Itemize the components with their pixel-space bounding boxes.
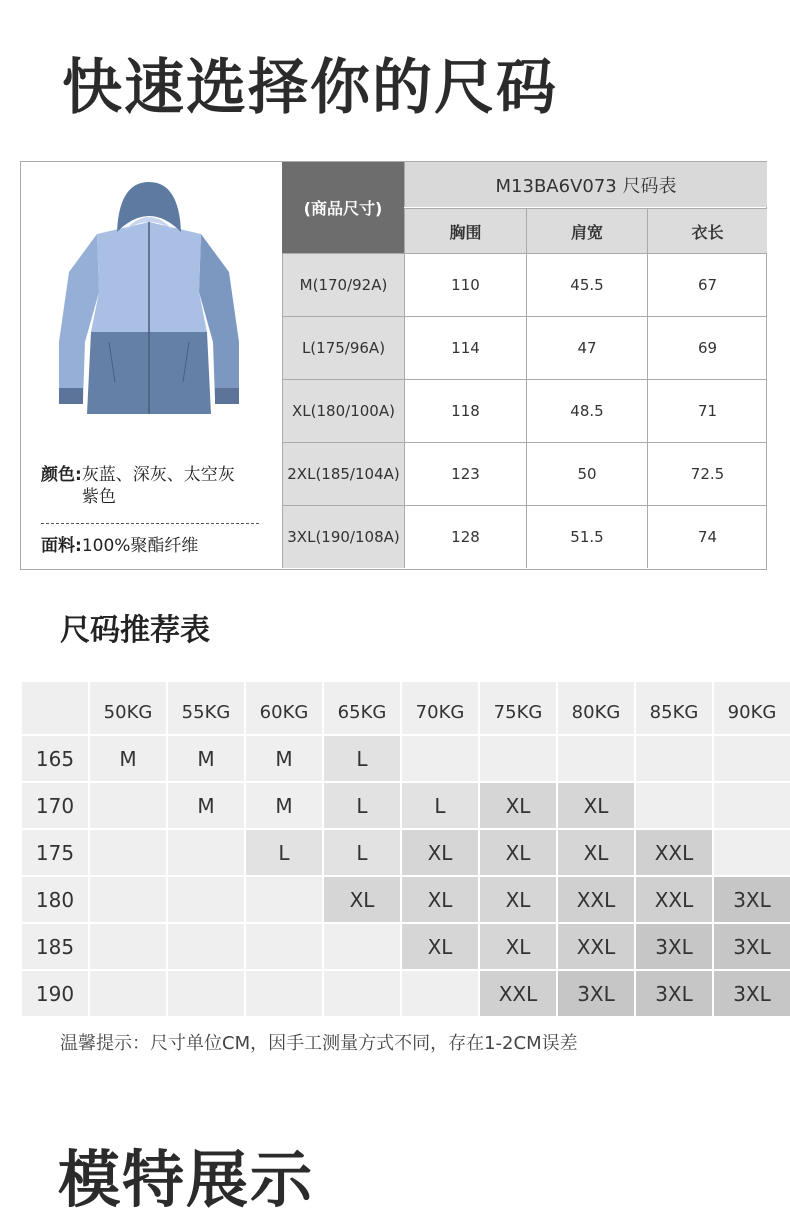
jacket-image <box>39 182 259 442</box>
recommend-cell: XL <box>324 877 400 922</box>
size-label-cell: XL(180/100A) <box>282 379 404 442</box>
recommend-cell <box>714 830 790 875</box>
height-header: 175 <box>22 830 88 875</box>
weight-header: 50KG <box>90 682 166 734</box>
recommend-cell <box>90 830 166 875</box>
recommend-cell: M <box>168 736 244 781</box>
recommend-cell: XXL <box>636 830 712 875</box>
size-label-cell: 3XL(190/108A) <box>282 505 404 568</box>
recommend-cell <box>480 736 556 781</box>
recommend-cell: L <box>402 783 478 828</box>
weight-header: 75KG <box>480 682 556 734</box>
recommend-cell <box>402 736 478 781</box>
recommend-cell <box>168 877 244 922</box>
recommend-cell: XL <box>480 924 556 969</box>
measurement-cell: 69 <box>647 316 767 379</box>
recommend-cell <box>636 736 712 781</box>
recommend-cell: L <box>324 736 400 781</box>
size-label-cell: L(175/96A) <box>282 316 404 379</box>
weight-header: 85KG <box>636 682 712 734</box>
column-header-length: 衣长 <box>647 208 767 253</box>
recommend-cell: M <box>90 736 166 781</box>
recommend-cell: 3XL <box>636 924 712 969</box>
recommend-cell: M <box>246 736 322 781</box>
recommend-cell <box>714 783 790 828</box>
weight-header: 90KG <box>714 682 790 734</box>
color-value: 灰蓝、深灰、太空灰 <box>81 465 235 485</box>
section-title-model: 模特展示 <box>58 1143 315 1216</box>
weight-header: 60KG <box>246 682 322 734</box>
recommend-cell <box>246 877 322 922</box>
recommend-cell: XL <box>558 783 634 828</box>
recommend-cell: XXL <box>558 877 634 922</box>
recommend-cell: 3XL <box>558 971 634 1016</box>
height-header: 180 <box>22 877 88 922</box>
product-panel <box>21 162 282 569</box>
color-value-line2: 紫色 <box>82 487 116 507</box>
measurement-cell: 71 <box>647 379 767 442</box>
recommend-cell: XL <box>402 830 478 875</box>
color-label: 颜色: <box>41 465 82 485</box>
recommend-cell: 3XL <box>714 971 790 1016</box>
recommend-cell: 3XL <box>714 924 790 969</box>
height-header: 185 <box>22 924 88 969</box>
footnote: 温馨提示：尺寸单位CM，因手工测量方式不同，存在1-2CM误差 <box>60 1033 578 1054</box>
recommend-cell <box>324 971 400 1016</box>
recommend-cell <box>402 971 478 1016</box>
recommend-cell: M <box>246 783 322 828</box>
measurement-cell: 51.5 <box>526 505 647 568</box>
column-header-chest: 胸围 <box>404 208 526 253</box>
recommend-cell: 3XL <box>714 877 790 922</box>
recommend-cell: XXL <box>480 971 556 1016</box>
size-table <box>20 161 767 570</box>
measurement-cell: 45.5 <box>526 253 647 316</box>
recommend-cell <box>636 783 712 828</box>
measurement-cell: 128 <box>404 505 526 568</box>
weight-header: 65KG <box>324 682 400 734</box>
recommend-cell: XL <box>480 830 556 875</box>
recommend-cell <box>246 971 322 1016</box>
weight-header: 55KG <box>168 682 244 734</box>
measurement-cell: 72.5 <box>647 442 767 505</box>
page-title: 快速选择你的尺码 <box>62 53 558 123</box>
recommend-cell <box>90 971 166 1016</box>
recommend-cell <box>246 924 322 969</box>
grid-corner <box>22 682 88 734</box>
recommend-cell: XL <box>402 877 478 922</box>
recommend-cell: XL <box>480 783 556 828</box>
measurement-cell: 74 <box>647 505 767 568</box>
fabric-label: 面料: <box>41 536 82 556</box>
weight-header: 80KG <box>558 682 634 734</box>
recommend-cell: XL <box>480 877 556 922</box>
divider <box>41 523 259 524</box>
recommend-cell <box>558 736 634 781</box>
recommend-cell <box>168 924 244 969</box>
recommend-cell: L <box>324 830 400 875</box>
height-header: 170 <box>22 783 88 828</box>
size-label-cell: 2XL(185/104A) <box>282 442 404 505</box>
measurement-cell: 114 <box>404 316 526 379</box>
recommend-cell: XL <box>402 924 478 969</box>
measurement-cell: 47 <box>526 316 647 379</box>
measurement-cell: 118 <box>404 379 526 442</box>
recommend-cell <box>324 924 400 969</box>
height-header: 190 <box>22 971 88 1016</box>
measurement-cell: 110 <box>404 253 526 316</box>
recommend-cell: L <box>246 830 322 875</box>
recommend-cell: XL <box>558 830 634 875</box>
recommend-cell <box>168 830 244 875</box>
recommend-cell: 3XL <box>636 971 712 1016</box>
measurement-cell: 123 <box>404 442 526 505</box>
recommend-grid <box>22 682 777 1006</box>
fabric-info <box>41 535 198 557</box>
weight-header: 70KG <box>402 682 478 734</box>
height-header: 165 <box>22 736 88 781</box>
model-header: M13BA6V073 尺码表 <box>404 162 767 207</box>
recommend-title: 尺码推荐表 <box>60 613 210 648</box>
recommend-cell <box>90 877 166 922</box>
recommend-cell: L <box>324 783 400 828</box>
recommend-cell: XXL <box>636 877 712 922</box>
measurement-cell: 50 <box>526 442 647 505</box>
fabric-value: 100%聚酯纤维 <box>81 536 199 556</box>
size-header: (商品尺寸) <box>282 162 404 253</box>
recommend-cell <box>714 736 790 781</box>
recommend-cell <box>168 971 244 1016</box>
column-header-shoulder: 肩宽 <box>526 208 647 253</box>
recommend-cell <box>90 924 166 969</box>
measurement-cell: 67 <box>647 253 767 316</box>
recommend-cell <box>90 783 166 828</box>
recommend-cell: M <box>168 783 244 828</box>
measurement-cell: 48.5 <box>526 379 647 442</box>
recommend-cell: XXL <box>558 924 634 969</box>
color-info <box>41 464 235 486</box>
size-label-cell: M(170/92A) <box>282 253 404 316</box>
